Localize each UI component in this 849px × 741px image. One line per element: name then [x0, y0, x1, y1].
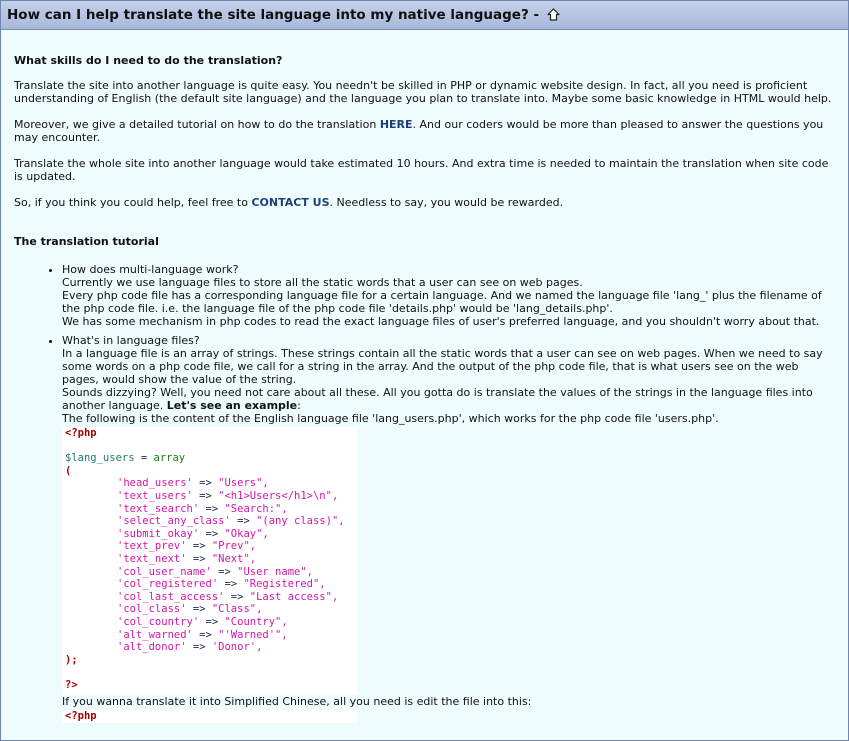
code-key: 'col_class'	[117, 603, 187, 616]
code-arrow: =>	[199, 527, 225, 540]
item-text: In a language file is an array of strings. These strings contain all the static words that a user can see on web pages. When we need to say some words on a php code file, we call for a string in the array. And the output of the php code file, that is what users see on the web pages, would show the value of the string.	[62, 347, 823, 386]
code-array-entry	[65, 503, 357, 516]
code-value: "Registered",	[243, 578, 326, 591]
code-arrow: =>	[230, 515, 257, 528]
text-span: :	[297, 399, 301, 412]
contact-us-link[interactable]: CONTACT US	[251, 196, 330, 209]
code-arrow: =>	[192, 477, 219, 490]
code-value: "Users",	[218, 477, 269, 490]
code-arrow: =>	[199, 615, 225, 628]
code-var: $lang_users	[65, 452, 135, 465]
code-key: 'col_user_name'	[117, 565, 212, 578]
paragraph-contact	[14, 196, 834, 209]
item-text	[62, 386, 834, 412]
code-key: 'text_search'	[117, 502, 200, 515]
code-key: 'alt_donor'	[117, 641, 187, 654]
paragraph-tutorial	[14, 118, 834, 144]
code-key: 'alt_warned'	[117, 628, 193, 641]
code-paren-close: );	[65, 653, 78, 666]
text-span: So, if you think you could help, feel free to	[14, 196, 252, 209]
code-array-entry	[65, 629, 357, 642]
code-array-entry	[65, 616, 357, 629]
code-value: "<h1>Users</h1>\n",	[218, 489, 339, 502]
code-value: "(any class)",	[256, 515, 345, 528]
code-array-entry	[65, 528, 357, 541]
home-icon[interactable]	[547, 3, 560, 31]
code-arrow: =>	[192, 489, 219, 502]
item-text: If you wanna translate it into Simplified Chinese, all you need is edit the file into this:	[62, 695, 532, 709]
code-key: 'col_registered'	[117, 578, 219, 591]
code-key: 'text_next'	[117, 552, 187, 565]
code-arrow: =>	[218, 578, 244, 591]
paragraph-time: Translate the whole site into another language would take estimated 10 hours. And extra time is needed to maintain the translation when site code is updated.	[14, 157, 829, 183]
code-array-entry	[65, 477, 357, 490]
code-open-tag: <?php	[65, 710, 97, 723]
code-value: "Class",	[211, 603, 263, 616]
section-heading-skills: What skills do I need to do the translation?	[14, 54, 283, 67]
code-array-entry	[65, 641, 357, 654]
faq-answer	[1, 30, 848, 723]
code-arrow: =>	[186, 540, 212, 553]
text-span: Moreover, we give a detailed tutorial on how to do the translation	[14, 118, 380, 131]
faq-question-title: How can I help translate the site language into my native language? -	[7, 7, 540, 23]
code-value: "'Warned'",	[218, 628, 288, 641]
code-rows	[65, 477, 357, 653]
here-link[interactable]: HERE	[379, 118, 413, 131]
code-block	[62, 427, 357, 695]
code-arrow: =>	[211, 565, 238, 578]
code-arrow: =>	[199, 502, 225, 515]
code-value: "User name",	[237, 565, 313, 578]
code-key: 'text_prev'	[117, 540, 187, 553]
code-value: "Country",	[224, 615, 288, 628]
code-block-chinese	[62, 710, 357, 723]
item-text: Currently we use language files to store all the static words that a user can see on web pages.	[62, 276, 583, 289]
text-span: Sounds dizzying? Well, you need not care about all these. All you gotta do is translate the values of the strings in the language files into another language.	[62, 386, 813, 412]
item-text: Every php code file has a corresponding language file for a certain language. And we named the language file 'lang_' plus the filename of the php code file. i.e. the language file of the php code file 'details.php' would be 'lang_details.php'.	[62, 289, 822, 315]
paragraph-ease: Translate the site into another language is quite easy. You needn't be skilled in PHP or dynamic website design. In fact, all you need is proficient understanding of English (the default site language) and the language you plan to translate into. Maybe some basic knowledge in HTML would help.	[14, 79, 832, 105]
code-arrow: =>	[186, 552, 212, 565]
faq-question-header	[1, 1, 848, 30]
item-text: The following is the content of the English language file 'lang_users.php', which works for the php code file 'users.php'.	[62, 412, 719, 425]
item-heading: • How does multi-language work?	[62, 263, 239, 276]
item-heading: • What's in language files?	[62, 334, 200, 347]
code-value: "Last access",	[249, 590, 339, 603]
code-array-entry	[65, 540, 357, 553]
tutorial-list	[14, 263, 834, 723]
code-array-entry	[65, 515, 357, 528]
code-key: 'submit_okay'	[117, 527, 200, 540]
list-item	[62, 263, 834, 328]
code-array-entry	[65, 591, 357, 604]
code-arrow: =>	[186, 641, 212, 654]
code-array-entry	[65, 603, 357, 616]
item-text: We has some mechanism in php codes to read the exact language files of user's preferred language, and you shouldn't worry about that.	[62, 315, 820, 328]
code-value: "Prev",	[211, 540, 257, 553]
code-array-entry	[65, 490, 357, 503]
code-array-entry	[65, 566, 357, 579]
code-key: 'col_last_access'	[117, 590, 225, 603]
list-item	[62, 334, 834, 723]
example-bold: Let's see an example	[166, 399, 298, 412]
code-open-tag: <?php	[65, 427, 97, 439]
code-value: "Next",	[211, 552, 257, 565]
code-value: "Search:",	[224, 502, 288, 515]
section-heading-tutorial: The translation tutorial	[14, 235, 159, 248]
code-close-tag: ?>	[65, 678, 78, 691]
code-op: =	[134, 452, 154, 465]
code-arrow: =>	[186, 603, 212, 616]
text-span: . Needless to say, you would be rewarded.	[329, 196, 564, 209]
code-key: 'col_country'	[117, 615, 200, 628]
code-keyword: array	[153, 452, 186, 465]
text-span: . And our coders would be more than pleased to answer the questions you may encounter.	[14, 118, 824, 144]
code-key: 'select_any_class'	[117, 515, 231, 528]
code-key: 'text_users'	[117, 489, 193, 502]
code-arrow: =>	[192, 628, 219, 641]
code-key: 'head_users'	[117, 477, 193, 490]
code-array-entry	[65, 553, 357, 566]
code-array-entry	[65, 578, 357, 591]
code-array-decl	[65, 452, 357, 465]
code-paren-open: (	[65, 464, 72, 477]
code-value: 'Donor',	[211, 641, 263, 654]
code-value: "Okay",	[224, 527, 269, 540]
code-arrow: =>	[224, 590, 250, 603]
